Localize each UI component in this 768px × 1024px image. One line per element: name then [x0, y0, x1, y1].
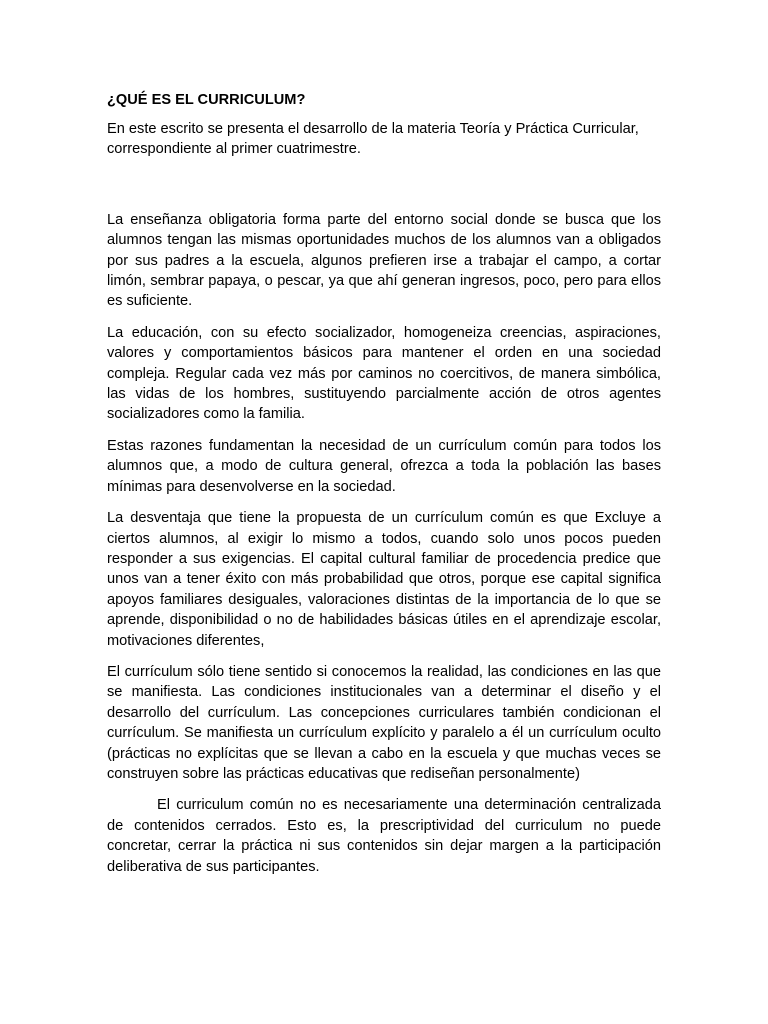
paragraph-ensenanza-obligatoria: La enseñanza obligatoria forma parte del entorno social donde se busca que los alumnos tengan las mismas oportunidades muchos de los alumnos van a obligados por sus padres a la escuela, algunos prefieren irse a trabajar el campo, a cortar limón, sembrar papaya, o pescar, ya que ahí generan ingresos, poco, pero para ellos es suficiente. [107, 211, 661, 310]
paragraph-curriculum-comun-prescriptividad: El curriculum común no es necesariamente una determinación centralizada de contenidos cerrados. Esto es, la prescriptividad del curriculum no puede concretar, cerrar la práctica ni sus contenidos sin dejar margen a la participación deliberativa de sus participantes. [107, 797, 661, 875]
paragraph-razones-curriculum-comun: Estas razones fundamentan la necesidad de un currículum común para todos los alumnos que, a modo de cultura general, ofrezca a toda la población las bases mínimas para desenvolverse en la sociedad. [107, 437, 661, 495]
paragraph-desventaja: La desventaja que tiene la propuesta de un currículum común es que Excluye a ciertos alumnos, al exigir lo mismo a todos, cuando solo unos pocos pueden responder a sus exigencias. El capital cultural familiar de procedencia predice que unos van a tener éxito con más probabilidad que otros, porque ese capital significa apoyos familiares desiguales, valoraciones distintas de la importancia de lo que se aprende, disponibilidad o no de habilidades básicas útiles en el aprendizaje escolar, motivaciones diferentes, [107, 510, 661, 649]
paragraph-curriculum-realidad: El currículum sólo tiene sentido si conocemos la realidad, las condiciones en las que se manifiesta. Las condiciones institucionales van a determinar el diseño y el desarrollo del currículum. Las concepciones curriculares también condicionan el currículum. Se manifiesta un currículum explícito y paralelo a él un currículum oculto (prácticas no explícitas que se llevan a cabo en la escuela y que muchas veces se construyen sobre las prácticas educativas que rediseñan personalmente) [107, 663, 661, 782]
blank-space [107, 160, 661, 210]
paragraph-educacion-socializador: La educación, con su efecto socializador, homogeneiza creencias, aspiraciones, valores y comportamientos básicos para mantener el orden en una sociedad compleja. Regular cada vez más por caminos no coercitivos, de manera simbólica, las vidas de los hombres, sustituyendo parcialmente acción de otros agentes socializadores como la familia. [107, 324, 661, 423]
document-body [107, 90, 661, 888]
intro-paragraph: En este escrito se presenta el desarrollo de la materia Teoría y Práctica Curricular, correspondiente al primer cuatrimestre. [107, 121, 639, 158]
document-title: ¿QUÉ ES EL CURRICULUM? [107, 92, 306, 108]
